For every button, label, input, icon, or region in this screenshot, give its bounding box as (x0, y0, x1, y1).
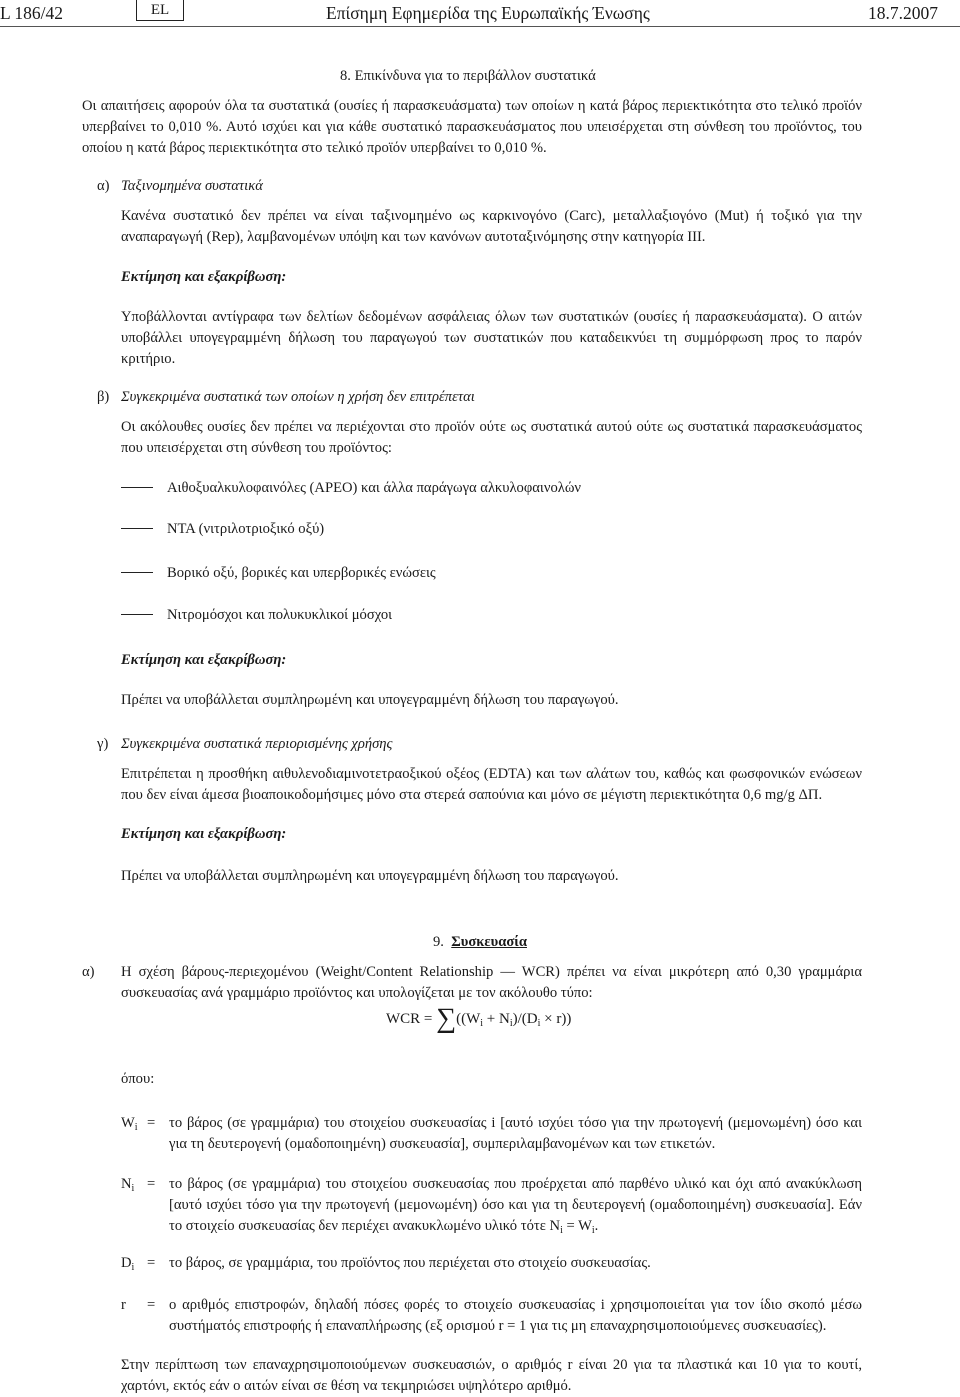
language-badge: EL (136, 0, 184, 21)
list-item: Βορικό οξύ, βορικές και υπερβορικές ενώσεις (121, 563, 436, 584)
item-b-assessment-title: Εκτίμηση και εξακρίβωση: (121, 652, 287, 668)
def-n-symbol: $N_i$ (121, 1176, 135, 1194)
def-r-symbol: r (121, 1297, 126, 1313)
item-b-label: β) (97, 389, 110, 405)
item-c-assessment-text: Πρέπει να υποβάλλεται συμπληρωμένη και υπογεγραμμένη δήλωση του παραγωγού. (121, 868, 619, 884)
dash-bullet (121, 572, 153, 573)
list-item: NTA (νιτριλοτριοξικό οξύ) (121, 519, 324, 540)
def-r-text: ο αριθμός επιστροφών, δηλαδή πόσες φορές το στοιχείο συσκευασίας i χρησιμοποιείται για τον ίδιο σκοπό μέσω συστήματός επιστροφής ή επαναπλήρωσης (εξ ορισμού r = 1 για τις μη επαναχρησιμοποιούμενες συσκευασίες). (169, 1297, 862, 1334)
def-n-eq: = (147, 1176, 156, 1192)
section-9-heading (433, 932, 527, 953)
dash-bullet (121, 614, 153, 615)
item-a-title: Ταξινομημένα συστατικά (121, 178, 263, 194)
list-item: Νιτρομόσχοι και πολυκυκλικοί μόσχοι (121, 605, 392, 626)
def-w-eq: = (147, 1115, 156, 1131)
def-d-symbol: $D_i$ (121, 1255, 135, 1273)
def-w-text: το βάρος (σε γραμμάρια) του στοιχείου συσκευασίας i [αυτό ισχύει τόσο για την πρωτογενή (μεμονωμένη) όσο και για τη δευτερογενή (ομαδοποιημένη) συσκευασία], συμπεριλαμβανομένων και των ετικετών. (169, 1115, 862, 1152)
sum-symbol: ∑ (436, 1003, 457, 1034)
section-9-title: Συσκευασία (451, 934, 527, 950)
def-d-text: το βάρος, σε γραμμάρια, του προϊόντος που περιέχεται στο στοιχείο συσκευασίας. (169, 1255, 651, 1271)
item-b-assessment-text: Πρέπει να υποβάλλεται συμπληρωμένη και υπογεγραμμένη δήλωση του παραγωγού. (121, 692, 619, 708)
item-c-text: Επιτρέπεται η προσθήκη αιθυλενοδιαμινοτετραοξικού οξέος (EDTA) και των αλάτων του, καθώς και φωσφονικών ενώσεων που δεν είναι άμεσα βιοαποικοδομήσιμες μόνο στα στερεά σαπούνια και μόνο σε μέγιστη περιεκτικότητα 0,6 mg/g ΔΠ. (121, 766, 862, 803)
formula-rhs: $((W_i + N_i)/(D_i \times r))$ (456, 1011, 572, 1029)
formula-lhs: WCR = (386, 1011, 433, 1027)
item-c-title: Συγκεκριμένα συστατικά περιορισμένης χρήσης (121, 736, 393, 752)
def-w-symbol: $W_i$ (121, 1115, 138, 1133)
s9-item-a-text: Η σχέση βάρους-περιεχομένου (Weight/Content Relationship — WCR) πρέπει να είναι μικρότερη από 0,30 γραμμάρια συσκευασίας ανά γραμμάριο προϊόντος και υπολογίζεται με τον ακόλουθο τύπο: (121, 964, 862, 1001)
section-9-number: 9. (433, 934, 444, 950)
item-b-text: Οι ακόλουθες ουσίες δεν πρέπει να περιέχονται στο προϊόν ούτε ως συστατικά αυτού ούτε ως συστατικά παρασκευάσματος που υπεισέρχεται στη σύνθεση του προϊόντος: (121, 419, 862, 456)
issue-date: 18.7.2007 (868, 3, 938, 23)
where-label: όπου: (121, 1071, 155, 1087)
dash-bullet (121, 487, 153, 488)
section-8-title: 8. Επικίνδυνα για το περιβάλλον συστατικά (340, 68, 596, 84)
def-n-text: το βάρος (σε γραμμάρια) του στοιχείου συσκευασίας που προέρχεται από παρθένο υλικό και όχι από ανακύκλωση [αυτό ισχύει τόσο για την πρωτογενή (μεμονωμένη) όσο και για τη δευτερογενή (ομαδοποιημένη) συσκευασία]. Εάν το στοιχείο συσκευασίας δεν περιέχει ανακυκλωμένο υλικό τότε $N_i = W_i$. (169, 1176, 862, 1236)
list-item: Αιθοξυαλκυλοφαινόλες (APEO) και άλλα παράγωγα αλκυλοφαινολών (121, 478, 581, 499)
dash-bullet (121, 528, 153, 529)
header-rule (0, 26, 960, 27)
def-r-eq: = (147, 1297, 156, 1313)
item-a-assessment-title: Εκτίμηση και εξακρίβωση: (121, 269, 287, 285)
journal-title: Επίσημη Εφημερίδα της Ευρωπαϊκής Ένωσης (326, 3, 650, 23)
item-c-label: γ) (97, 736, 109, 752)
section-8-intro: Οι απαιτήσεις αφορούν όλα τα συστατικά (ουσίες ή παρασκευάσματα) των οποίων η κατά βάρος περιεκτικότητα στο τελικό προϊόν υπερβαίνει το 0,010 %. Αυτό ισχύει και για κάθε συστατικό παρασκευάσματος που υπεισέρχεται στη σύνθεση του προϊόντος, του οποίου η κατά βάρος περιεκτικότητα στο τελικό προϊόν υπερβαίνει το 0,010 %. (82, 98, 862, 156)
s9-item-a-label: α) (82, 964, 95, 980)
item-a-text: Κανένα συστατικό δεν πρέπει να είναι ταξινομημένο ως καρκινογόνο (Carc), μεταλλαξιογόνο (Mut) ή τοξικό για την αναπαραγωγή (Rep), λαμβανομένων υπόψη και των κανόνων αυτοταξινόμησης στην κατηγορία III. (121, 208, 862, 245)
closing-paragraph: Στην περίπτωση των επαναχρησιμοποιούμενων συσκευασιών, ο αριθμός r είναι 20 για τα πλαστικά και 10 για το κουτί, χαρτόνι, εκτός εάν ο αιτών είναι σε θέση να τεκμηριώσει υψηλότερο αριθμό. (121, 1357, 862, 1394)
def-d-eq: = (147, 1255, 156, 1271)
item-a-label: α) (97, 178, 110, 194)
item-a-assessment-text: Υποβάλλονται αντίγραφα των δελτίων δεδομένων ασφάλειας όλων των συστατικών (ουσίες ή παρασκευάσματα). Ο αιτών υποβάλλει υπογεγραμμένη δήλωση του παραγωγού των συστατικών που καταδεικνύει τη συμμόρφωση προς το παρόν κριτήριο. (121, 309, 862, 367)
item-b-title: Συγκεκριμένα συστατικά των οποίων η χρήση δεν επιτρέπεται (121, 389, 475, 405)
wcr-formula (386, 1004, 571, 1039)
page-ref: L 186/42 (0, 3, 64, 23)
item-c-assessment-title: Εκτίμηση και εξακρίβωση: (121, 826, 287, 842)
